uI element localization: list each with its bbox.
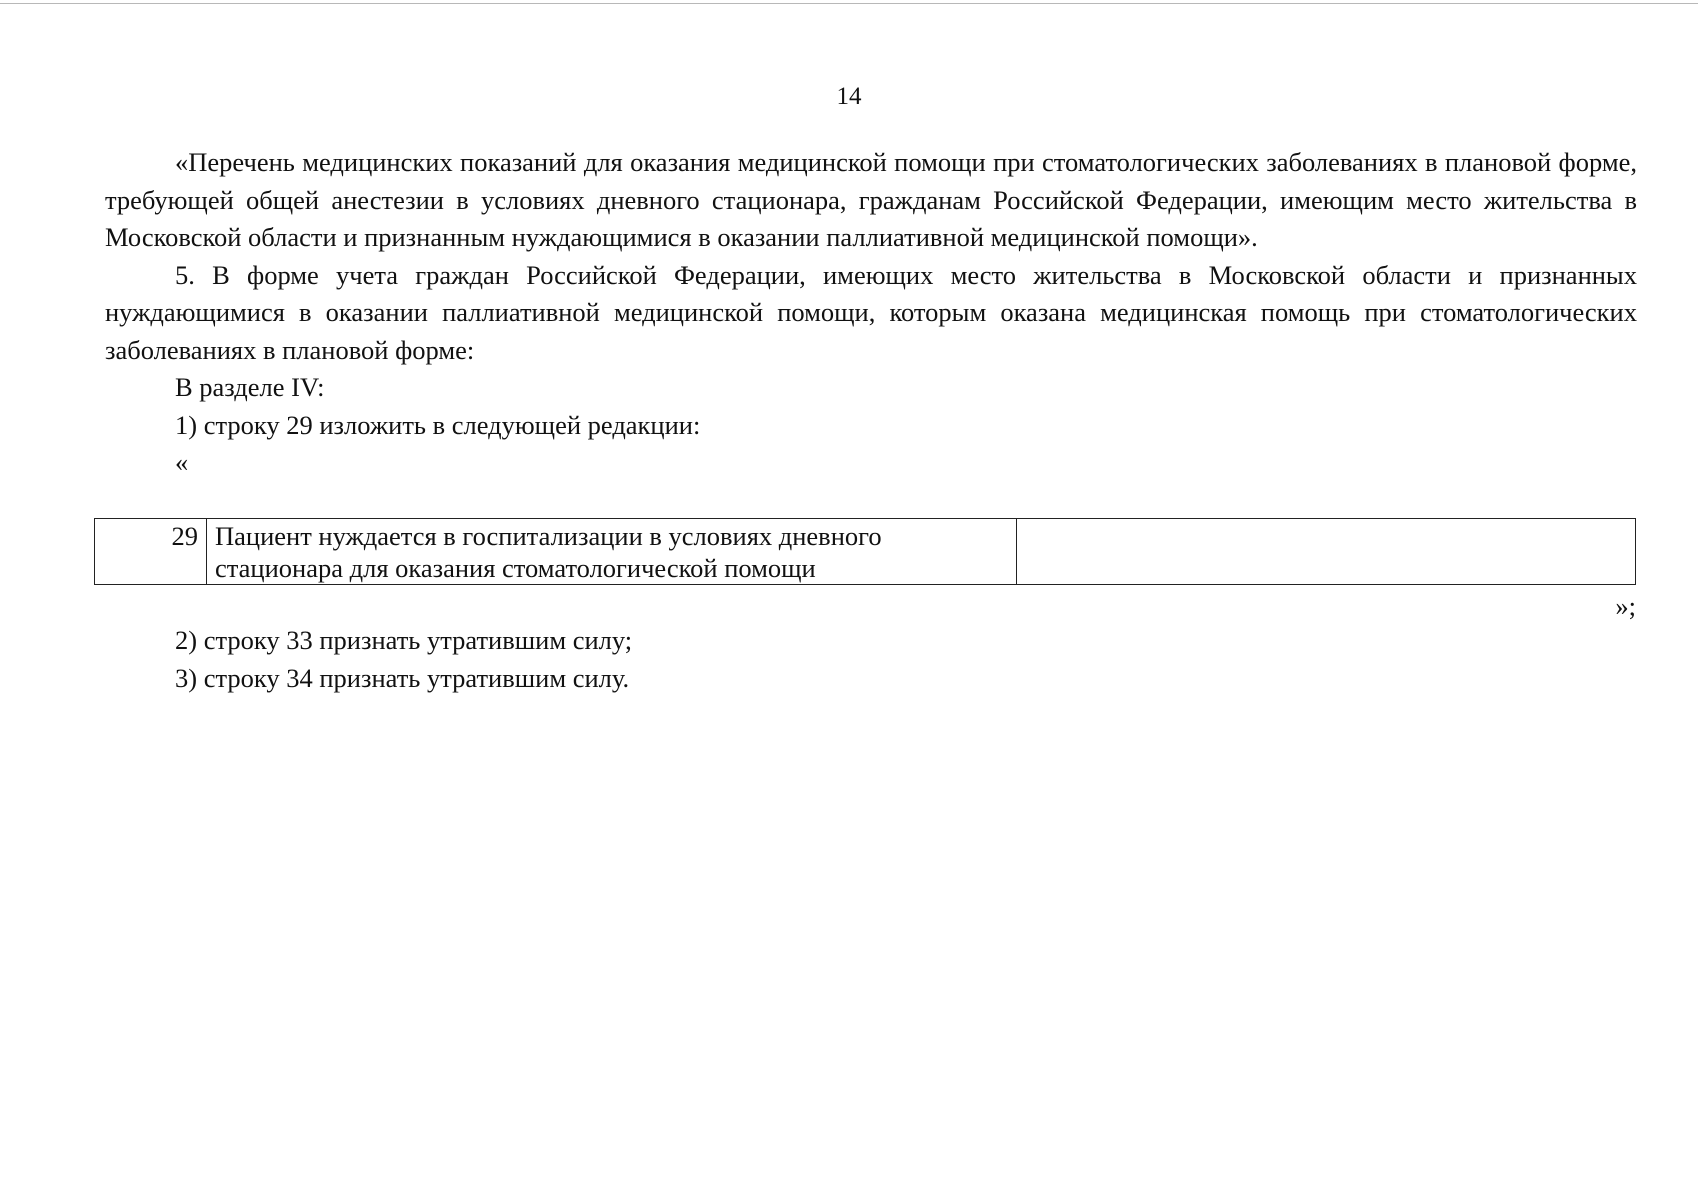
amendment-item-3: 3) строку 34 признать утратившим силу. <box>175 662 630 693</box>
section-reference: В разделе IV: <box>175 372 325 402</box>
amendment-item-2: 2) строку 33 признать утратившим силу; <box>175 625 633 655</box>
open-quote: « <box>175 447 189 477</box>
row-number-cell: 29 <box>95 519 207 585</box>
scan-top-edge <box>0 3 1698 4</box>
row-empty-cell <box>1017 519 1636 585</box>
document-body <box>105 144 1637 482</box>
close-quote: »; <box>1615 591 1636 621</box>
table <box>94 518 1636 585</box>
row-text-cell: Пациент нуждается в госпитализации в условиях дневного стационара для оказания стоматологической помощи <box>207 519 1017 585</box>
amendment-items-after <box>105 622 1637 697</box>
amendment-item-1: 1) строку 29 изложить в следующей редакции: <box>175 409 701 440</box>
page-number: 14 <box>836 83 862 110</box>
amended-row-table <box>94 518 1636 585</box>
paragraph-item-5: 5. В форме учета граждан Российской Федерации, имеющих место жительства в Московской области и признанных нуждающимися в оказании паллиативной медицинской помощи, которым оказана медицинская помощь при стоматологических заболеваниях в плановой форме: <box>105 259 1637 365</box>
table-row <box>95 519 1636 585</box>
paragraph-list-title: «Перечень медицинских показаний для оказания медицинской помощи при стоматологических заболеваниях в плановой форме, требующей общей анестезии в условиях дневного стационара, гражданам Российской Федерации, имеющим место жительства в Московской области и признанным нуждающимися в оказании паллиативной медицинской помощи». <box>105 147 1637 252</box>
